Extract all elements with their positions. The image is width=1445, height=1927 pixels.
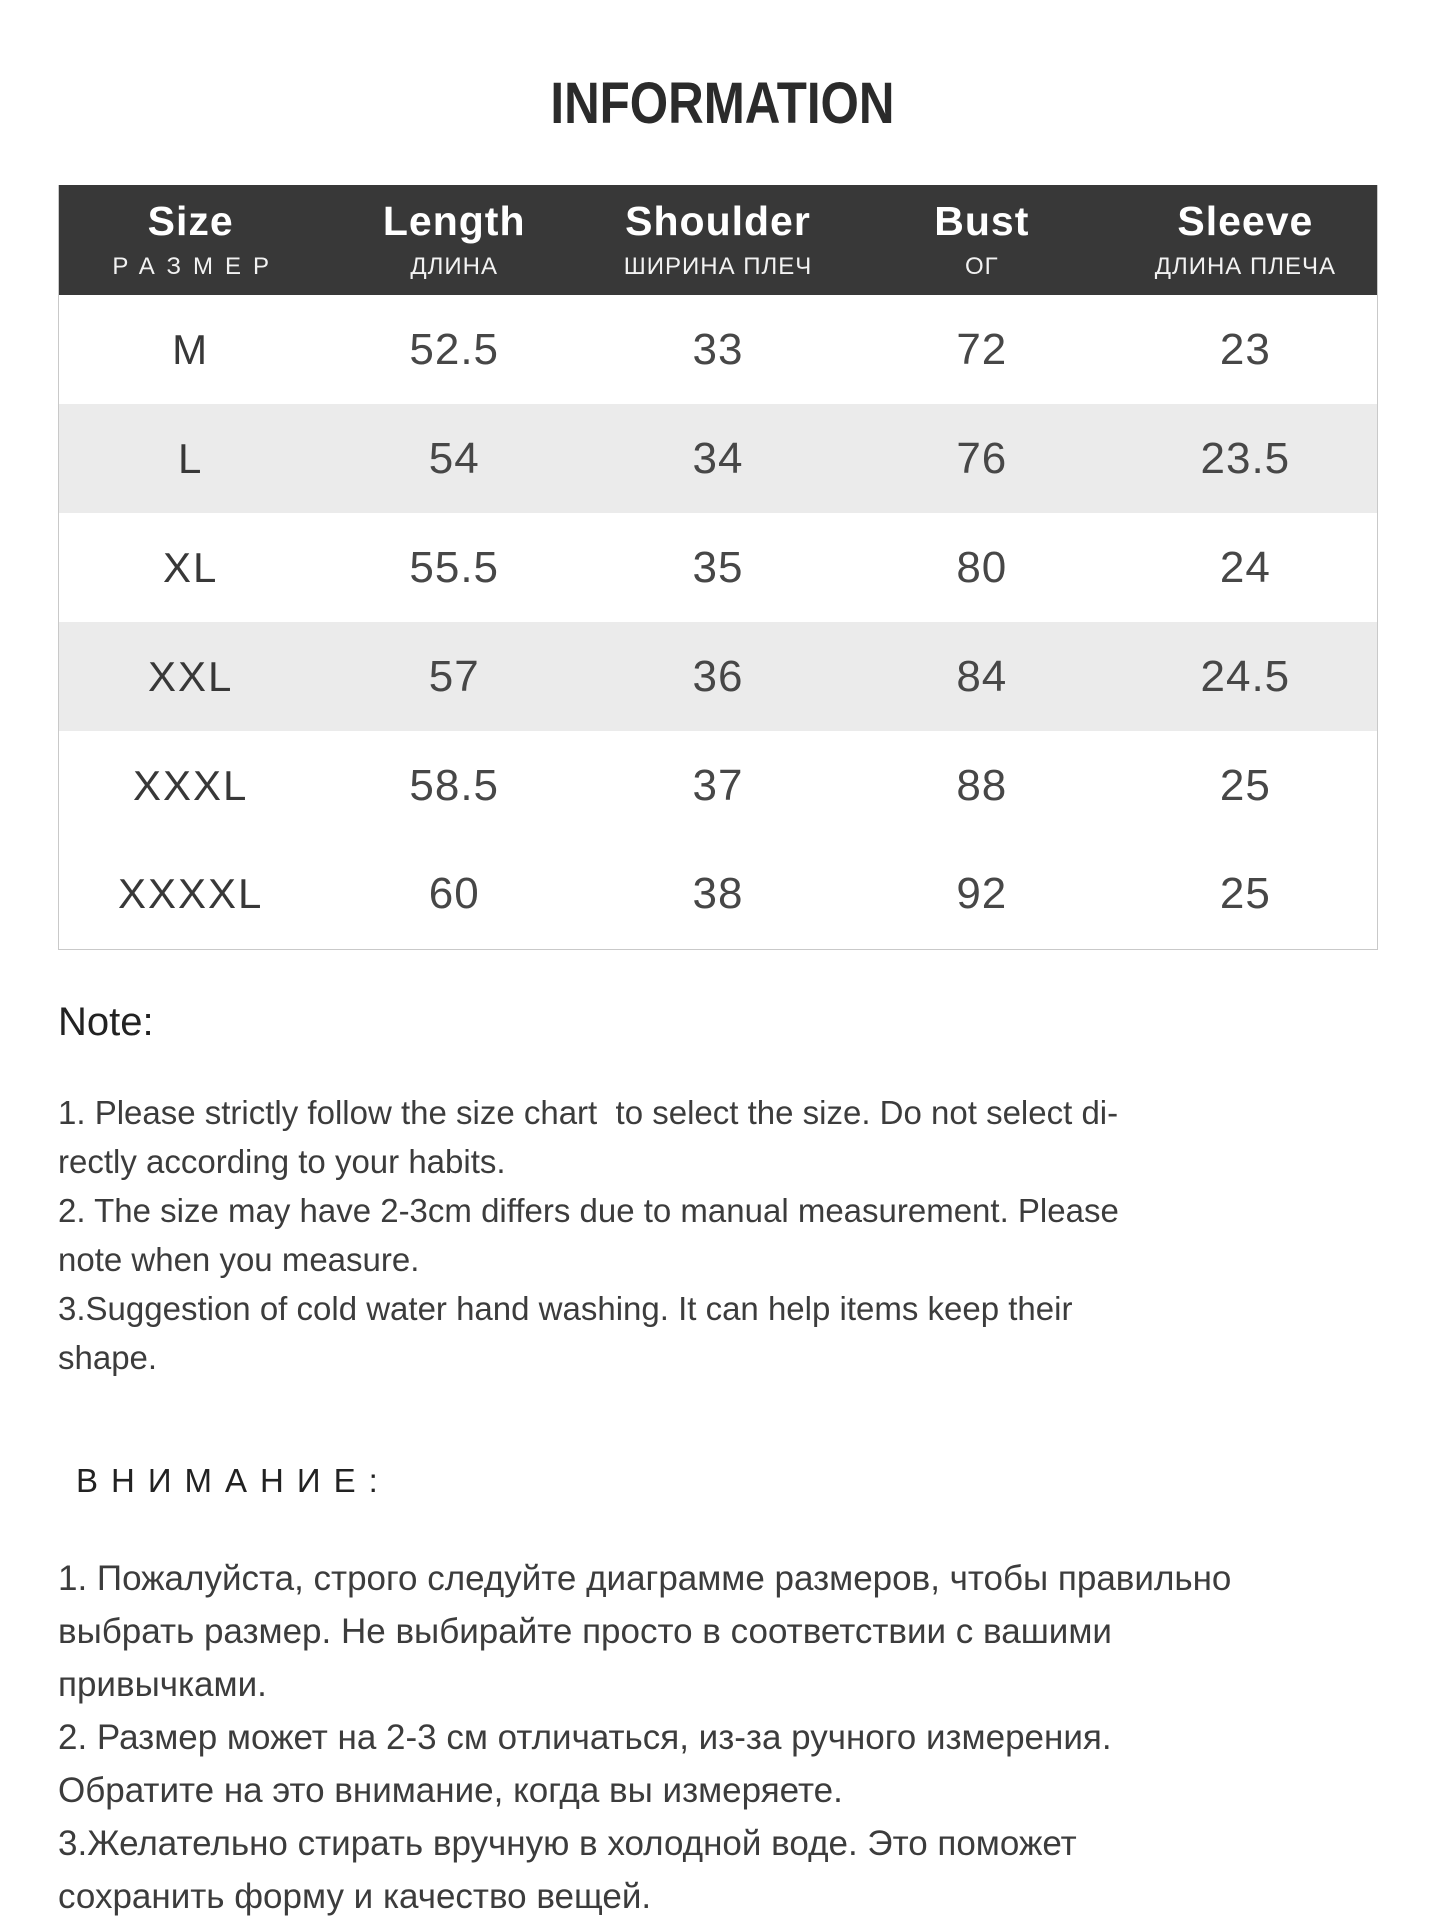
note-text-ru [58,1552,1408,1923]
length-value: 52.5 [322,295,586,404]
shoulder-value: 37 [586,731,850,840]
shoulder-value: 33 [586,295,850,404]
note-heading-en: Note: [58,1000,154,1044]
note-text-en [58,1088,1403,1382]
header-row [59,185,1378,295]
column-header-size-en: Size [147,197,234,244]
column-header-bust [850,185,1114,295]
table-row-xxxl [59,731,1378,840]
size-chart-body [59,295,1378,949]
page-title-text: INFORMATION [550,71,895,136]
column-header-sleeve-ru: ДЛИНА ПЛЕЧА [1154,253,1336,281]
shoulder-value: 35 [586,513,850,622]
note-line-ru: сохранить форму и качество вещей. [58,1877,652,1916]
bust-value: 92 [850,840,1114,949]
size-value: XXL [59,622,323,731]
note-line-ru: 2. Размер может на 2-3 см отличаться, из-за ручного измерения. [58,1718,1112,1757]
column-header-sleeve [1114,185,1378,295]
length-value: 54 [322,404,586,513]
note-line-ru: Обратите на это внимание, когда вы измеряете. [58,1771,843,1810]
bust-value: 84 [850,622,1114,731]
sleeve-value: 25 [1114,840,1378,949]
column-header-shoulder-en: Shoulder [625,197,811,244]
note-line-ru: 3.Желательно стирать вручную в холодной воде. Это поможет [58,1824,1077,1863]
note-line-ru: привычками. [58,1665,267,1704]
note-line-en: 2. The size may have 2-3cm differs due to manual measurement. Please [58,1192,1119,1229]
bust-value: 88 [850,731,1114,840]
table-row-m [59,295,1378,404]
note-line-ru: выбрать размер. Не выбирайте просто в соответствии с вашими [58,1612,1112,1651]
column-header-size-ru: РАЗМЕР [112,253,281,281]
sleeve-value: 24.5 [1114,622,1378,731]
column-header-bust-ru: ОГ [964,253,999,281]
length-value: 55.5 [322,513,586,622]
note-line-ru: 1. Пожалуйста, строго следуйте диаграмме размеров, чтобы правильно [58,1559,1232,1598]
note-line-en: note when you measure. [58,1241,420,1278]
shoulder-value: 38 [586,840,850,949]
size-chart-header [59,185,1378,295]
note-line-en: shape. [58,1339,158,1376]
size-value: M [59,295,323,404]
size-chart-table [58,185,1378,950]
shoulder-value: 34 [586,404,850,513]
column-header-shoulder [586,185,850,295]
bust-value: 80 [850,513,1114,622]
column-header-shoulder-ru: ШИРИНА ПЛЕЧ [623,253,813,281]
bust-value: 76 [850,404,1114,513]
bust-value: 72 [850,295,1114,404]
length-value: 60 [322,840,586,949]
note-line-en: 3.Suggestion of cold water hand washing. It can help items keep their [58,1290,1073,1327]
note-line-en: 1. Please strictly follow the size chart to select the size. Do not select di- [58,1094,1119,1131]
sleeve-value: 23 [1114,295,1378,404]
column-header-bust-en: Bust [934,197,1030,244]
size-value: L [59,404,323,513]
table-row-xxl [59,622,1378,731]
table-row-xl [59,513,1378,622]
sleeve-value: 24 [1114,513,1378,622]
shoulder-value: 36 [586,622,850,731]
size-value: XXXXL [59,840,323,949]
size-value: XXXL [59,731,323,840]
column-header-length [322,185,586,295]
column-header-length-en: Length [382,197,526,244]
sleeve-value: 25 [1114,731,1378,840]
sleeve-value: 23.5 [1114,404,1378,513]
page-title [0,70,1445,137]
size-value: XL [59,513,323,622]
column-header-length-ru: ДЛИНА [410,253,498,281]
note-line-en: rectly according to your habits. [58,1143,506,1180]
table-row-l [59,404,1378,513]
attention-heading-ru: ВНИМАНИЕ: [76,1462,391,1499]
column-header-size [59,185,323,295]
column-header-sleeve-en: Sleeve [1177,197,1314,244]
length-value: 58.5 [322,731,586,840]
table-row-xxxxl [59,840,1378,949]
length-value: 57 [322,622,586,731]
